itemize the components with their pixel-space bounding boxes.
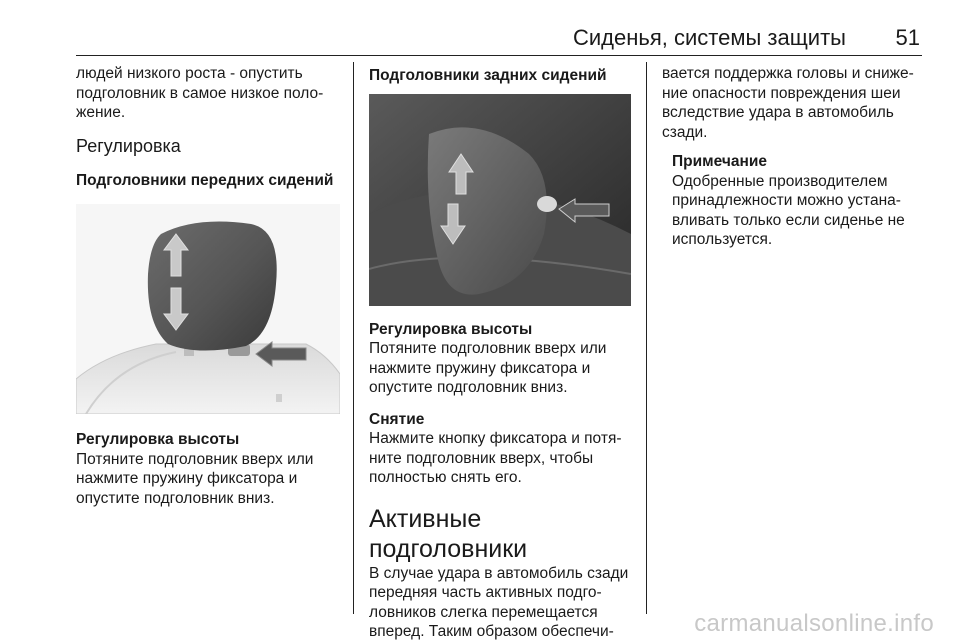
removal-heading: Снятие xyxy=(369,410,425,428)
active-text: В случае удара в автомобиль сзади передняя часть активных подголовников слегка перемещается вперед. Таким образом обеспечи- xyxy=(369,564,629,640)
intro-text: людей низкого роста - опустить подголовник в самое низкое положение. xyxy=(76,65,324,121)
note-text: Одобренные производителем принадлежности можно устанавливать только если сиденье не используется. xyxy=(672,172,905,248)
column-2 xyxy=(369,64,637,642)
column-divider-1 xyxy=(353,62,354,614)
column-divider-2 xyxy=(646,62,647,614)
header-title: Сиденья, системы защиты xyxy=(572,25,846,50)
height-heading: Регулировка высоты xyxy=(76,431,240,448)
rear-headrest-illustration xyxy=(369,94,631,306)
continued-text: вается поддержка головы и снижение опасности повреждения шеи вследствие удара в автомобиль сзади. xyxy=(662,65,914,141)
column-1 xyxy=(76,64,340,508)
column-3 xyxy=(662,64,932,250)
page-number: 51 xyxy=(895,25,920,50)
active-heading: Активные подголовники xyxy=(369,504,528,563)
front-headrest-illustration xyxy=(76,204,340,414)
subheading-front: Подголовники передних сидений xyxy=(76,171,334,189)
watermark: carmanualsonline.info xyxy=(694,610,934,637)
header-rule xyxy=(76,55,922,56)
height-text: Потяните подголовник вверх или нажмите пружину фиксатора и опустите подголовник вниз. xyxy=(76,450,314,507)
rear-height-text: Потяните подголовник вверх или нажмите пружину фиксатора и опустите подголовник вниз. xyxy=(369,340,607,396)
page-header xyxy=(76,25,922,55)
rear-heading: Подголовники задних сидений xyxy=(369,67,607,84)
rear-height-heading: Регулировка высоты xyxy=(369,320,533,338)
removal-text: Нажмите кнопку фиксатора и потяните подголовник вверх, чтобы полностью снять его. xyxy=(369,430,622,486)
note-title: Примечание xyxy=(672,153,767,170)
section-heading: Регулировка xyxy=(76,135,181,156)
note-box xyxy=(672,152,932,250)
